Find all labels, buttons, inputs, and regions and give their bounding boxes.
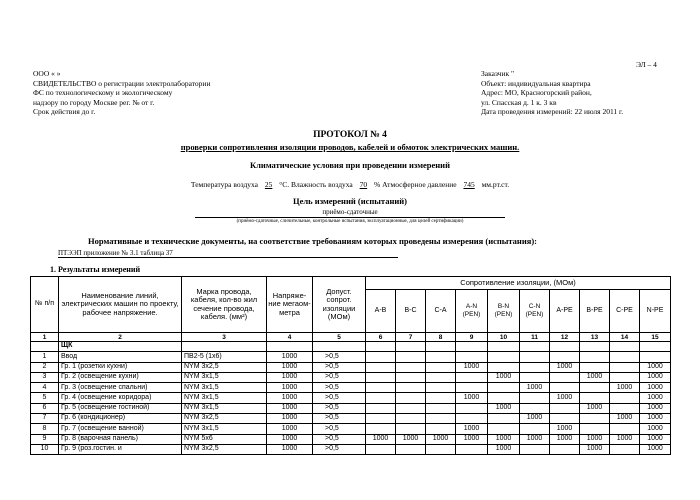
line-name: Гр. 9 (роз.гостин. и bbox=[59, 444, 182, 454]
resistance-value: 1000 bbox=[396, 434, 426, 444]
resistance-value bbox=[488, 393, 520, 403]
resistance-value bbox=[426, 393, 456, 403]
resistance-value bbox=[580, 352, 610, 362]
resistance-value: 1000 bbox=[366, 434, 396, 444]
resistance-value bbox=[488, 414, 520, 424]
resistance-value: 1000 bbox=[550, 424, 580, 434]
resistance-value bbox=[488, 383, 520, 393]
resistance-value bbox=[426, 424, 456, 434]
resistance-value bbox=[640, 352, 671, 362]
subheader-cell: В-РЕ bbox=[580, 290, 610, 333]
resistance-value: 1000 bbox=[426, 434, 456, 444]
header-cable-brand: Марка провода, кабеля, кол-во жил сечение провода, кабеля. (мм²) bbox=[182, 277, 267, 333]
pressure-label: Атмосферное давление bbox=[382, 180, 457, 189]
humidity-label: Влажность воздуха bbox=[291, 180, 353, 189]
resistance-value bbox=[396, 444, 426, 454]
resistance-value bbox=[550, 372, 580, 382]
line-name: Гр. 3 (освещение спальни) bbox=[59, 383, 182, 393]
resistance-value bbox=[366, 372, 396, 382]
lab-registration: надзору по городу Москве рег. № от г. bbox=[33, 97, 155, 107]
resistance-value: 1000 bbox=[640, 444, 671, 454]
resistance-value: 1000 bbox=[488, 434, 520, 444]
table-row bbox=[31, 372, 671, 382]
allowed-resistance: >0,5 bbox=[313, 444, 366, 454]
header-number: № п/п bbox=[31, 277, 59, 333]
resistance-value: 1000 bbox=[520, 383, 550, 393]
resistance-value bbox=[396, 424, 426, 434]
megohmmeter-voltage: 1000 bbox=[267, 393, 313, 403]
column-number: 14 bbox=[610, 333, 640, 342]
resistance-value: 1000 bbox=[640, 424, 671, 434]
street: ул. Спасская д. 1 к. 3 кв bbox=[481, 97, 557, 107]
resistance-value bbox=[550, 414, 580, 424]
cable-brand: NYM 3x1,5 bbox=[182, 403, 267, 413]
lab-info-block bbox=[33, 69, 210, 117]
resistance-value bbox=[488, 352, 520, 362]
resistance-value bbox=[426, 352, 456, 362]
header-line-name: Наименование линий, электрических машин по проекту, рабочее напряжение. bbox=[59, 277, 182, 333]
subheader-cell: С-РЕ bbox=[610, 290, 640, 333]
resistance-value bbox=[396, 372, 426, 382]
megohmmeter-voltage: 1000 bbox=[267, 403, 313, 413]
customer: Заказчик " bbox=[481, 69, 515, 78]
column-number: 12 bbox=[550, 333, 580, 342]
lab-certificate: СВИДЕТЕЛЬСТВО о регистрации электролаборатории bbox=[33, 78, 211, 88]
resistance-value bbox=[426, 414, 456, 424]
resistance-value bbox=[610, 393, 640, 403]
resistance-value: 1000 bbox=[488, 444, 520, 454]
norm-value: ПТЭЭП приложение № 3.1 таблица 37 bbox=[58, 249, 173, 257]
lab-company: ООО « » bbox=[33, 69, 61, 78]
allowed-resistance: >0,5 bbox=[313, 424, 366, 434]
resistance-value bbox=[550, 352, 580, 362]
resistance-value bbox=[396, 352, 426, 362]
humidity-unit: % bbox=[374, 180, 381, 189]
resistance-value: 1000 bbox=[640, 414, 671, 424]
subheader-cell: В-N (PEN) bbox=[488, 290, 520, 333]
resistance-value bbox=[488, 424, 520, 434]
table-row bbox=[31, 352, 671, 362]
temperature-label: Температура воздуха bbox=[190, 180, 258, 189]
table-row bbox=[31, 383, 671, 393]
resistance-value: 1000 bbox=[456, 362, 488, 372]
column-number: 6 bbox=[366, 333, 396, 342]
resistance-value bbox=[366, 393, 396, 403]
resistance-value bbox=[610, 444, 640, 454]
table-header-row bbox=[31, 277, 671, 290]
allowed-resistance: >0,5 bbox=[313, 393, 366, 403]
goal-underline bbox=[195, 217, 505, 218]
resistance-value bbox=[610, 424, 640, 434]
resistance-value bbox=[550, 383, 580, 393]
resistance-value bbox=[520, 424, 550, 434]
resistance-value bbox=[366, 444, 396, 454]
row-number: 8 bbox=[31, 424, 59, 434]
line-name: Гр. 2 (освещение кухни) bbox=[59, 372, 182, 382]
resistance-value bbox=[550, 444, 580, 454]
resistance-value bbox=[366, 362, 396, 372]
resistance-value bbox=[426, 383, 456, 393]
resistance-value bbox=[456, 444, 488, 454]
resistance-value: 1000 bbox=[520, 434, 550, 444]
column-number: 7 bbox=[396, 333, 426, 342]
resistance-value bbox=[580, 383, 610, 393]
row-number: 2 bbox=[31, 362, 59, 372]
resistance-value bbox=[396, 393, 426, 403]
resistance-value: 1000 bbox=[640, 434, 671, 444]
column-number: 13 bbox=[580, 333, 610, 342]
resistance-value: 1000 bbox=[550, 434, 580, 444]
megohmmeter-voltage: 1000 bbox=[267, 424, 313, 434]
resistance-value bbox=[426, 372, 456, 382]
line-name: Гр. 4 (освещение коридора) bbox=[59, 393, 182, 403]
section-title: 1. Результаты измерений bbox=[50, 265, 141, 274]
table-row bbox=[31, 393, 671, 403]
row-number: 7 bbox=[31, 414, 59, 424]
cable-brand: NYM 3x1,5 bbox=[182, 383, 267, 393]
cable-brand: NYM 3x1,5 bbox=[182, 424, 267, 434]
resistance-value bbox=[610, 352, 640, 362]
resistance-value: 1000 bbox=[580, 403, 610, 413]
pressure-value: 745 bbox=[463, 180, 475, 189]
allowed-resistance: >0,5 bbox=[313, 403, 366, 413]
object: Объект: индивидуальная квартира bbox=[481, 78, 591, 88]
subheader-cell: А-РЕ bbox=[550, 290, 580, 333]
column-number: 10 bbox=[488, 333, 520, 342]
resistance-value bbox=[520, 393, 550, 403]
cable-brand: ПВ2-5 (1х6) bbox=[182, 352, 267, 362]
resistance-value bbox=[396, 414, 426, 424]
row-number: 3 bbox=[31, 372, 59, 382]
resistance-value: 1000 bbox=[640, 393, 671, 403]
cable-brand: NYM 3x1,5 bbox=[182, 393, 267, 403]
resistance-value bbox=[426, 362, 456, 372]
line-name: Гр. 5 (освещение гостиной) bbox=[59, 403, 182, 413]
resistance-value bbox=[396, 362, 426, 372]
resistance-value: 1000 bbox=[610, 434, 640, 444]
header-megohmmeter-voltage: Напряже-ние мегаом-метра bbox=[267, 277, 313, 333]
temperature-unit: °С. bbox=[279, 180, 290, 189]
line-name: Гр. 6 (кондиционер) bbox=[59, 414, 182, 424]
subheader-cell: C-N (PEN) bbox=[520, 290, 550, 333]
resistance-value bbox=[580, 393, 610, 403]
address: Адрес: МО, Красногорский район, bbox=[481, 88, 592, 97]
subheader-cell: N-PE bbox=[640, 290, 671, 333]
protocol-subtitle: проверки сопротивления изоляции проводов, кабелей и обмоток электрических машин. bbox=[180, 142, 520, 152]
group-label: ЩК bbox=[59, 342, 182, 352]
row-number: 6 bbox=[31, 403, 59, 413]
subheader-cell: А-В bbox=[366, 290, 396, 333]
resistance-value bbox=[520, 444, 550, 454]
goal-hint: (приёмо-сдаточные, сличительные, контрольные испытания, эксплуатационные, для целей сертификации) bbox=[236, 219, 464, 224]
header-allowed-resistance: Допуст. сопрот. изоляции (МОм) bbox=[313, 277, 366, 333]
megohmmeter-voltage: 1000 bbox=[267, 362, 313, 372]
column-number: 8 bbox=[426, 333, 456, 342]
customer-info-block bbox=[481, 69, 623, 117]
resistance-value bbox=[366, 424, 396, 434]
resistance-value bbox=[366, 414, 396, 424]
resistance-value bbox=[456, 383, 488, 393]
resistance-value: 1000 bbox=[610, 414, 640, 424]
resistance-value: 1000 bbox=[488, 372, 520, 382]
line-name: Гр. 7 (освещение ванной) bbox=[59, 424, 182, 434]
allowed-resistance: >0,5 bbox=[313, 434, 366, 444]
column-number: 9 bbox=[456, 333, 488, 342]
resistance-value bbox=[366, 383, 396, 393]
allowed-resistance: >0,5 bbox=[313, 414, 366, 424]
row-number: 5 bbox=[31, 393, 59, 403]
resistance-value: 1000 bbox=[640, 362, 671, 372]
resistance-value bbox=[520, 362, 550, 372]
resistance-value bbox=[580, 414, 610, 424]
allowed-resistance: >0,5 bbox=[313, 362, 366, 372]
column-number: 4 bbox=[267, 333, 313, 342]
column-number-row bbox=[31, 333, 671, 342]
resistance-value: 1000 bbox=[456, 424, 488, 434]
resistance-value bbox=[426, 444, 456, 454]
table-row bbox=[31, 444, 671, 454]
temperature-value: 25 bbox=[264, 180, 273, 189]
resistance-value: 1000 bbox=[640, 403, 671, 413]
subheader-cell: А-N (PEN) bbox=[456, 290, 488, 333]
resistance-value bbox=[520, 372, 550, 382]
table-row bbox=[31, 434, 671, 444]
table-row bbox=[31, 403, 671, 413]
resistance-value: 1000 bbox=[550, 393, 580, 403]
resistance-value bbox=[550, 403, 580, 413]
megohmmeter-voltage: 1000 bbox=[267, 444, 313, 454]
cable-brand: NYM 3x1,5 bbox=[182, 372, 267, 382]
cable-brand: NYM 5x6 bbox=[182, 434, 267, 444]
protocol-title: ПРОТОКОЛ № 4 bbox=[313, 130, 387, 140]
allowed-resistance: >0,5 bbox=[313, 372, 366, 382]
row-number: 4 bbox=[31, 383, 59, 393]
cable-brand: NYM 3x2,5 bbox=[182, 414, 267, 424]
megohmmeter-voltage: 1000 bbox=[267, 434, 313, 444]
resistance-value bbox=[456, 352, 488, 362]
resistance-value: 1000 bbox=[640, 372, 671, 382]
resistance-value bbox=[456, 372, 488, 382]
climate-heading: Климатические условия при проведении измерений bbox=[250, 160, 450, 170]
resistance-value bbox=[580, 424, 610, 434]
line-name: Гр. 1 (розетки кухни) bbox=[59, 362, 182, 372]
resistance-value: 1000 bbox=[550, 362, 580, 372]
resistance-value bbox=[610, 362, 640, 372]
resistance-value bbox=[396, 383, 426, 393]
column-number: 15 bbox=[640, 333, 671, 342]
column-number: 2 bbox=[59, 333, 182, 342]
goal-value: приёмо-сдаточные bbox=[322, 208, 378, 216]
resistance-value: 1000 bbox=[580, 434, 610, 444]
norm-heading: Нормативные и технические документы, на соответствие требованиям которых проведены измерения (испытания): bbox=[88, 236, 537, 246]
goal-heading: Цель измерений (испытаний) bbox=[293, 196, 407, 206]
line-name: Ввод bbox=[59, 352, 182, 362]
resistance-value bbox=[520, 352, 550, 362]
table-row bbox=[31, 362, 671, 372]
resistance-value: 1000 bbox=[488, 403, 520, 413]
lab-authority: ФС по технологическому и экологическому bbox=[33, 88, 173, 97]
megohmmeter-voltage: 1000 bbox=[267, 414, 313, 424]
resistance-value bbox=[456, 414, 488, 424]
resistance-value: 1000 bbox=[580, 444, 610, 454]
norm-underline bbox=[58, 257, 398, 258]
resistance-value: 1000 bbox=[580, 372, 610, 382]
resistance-value bbox=[366, 352, 396, 362]
subheader-cell: С-А bbox=[426, 290, 456, 333]
climate-conditions bbox=[0, 180, 700, 189]
humidity-value: 70 bbox=[359, 180, 368, 189]
document-code: ЭЛ – 4 bbox=[636, 60, 657, 69]
cable-brand: NYM 3x2,5 bbox=[182, 444, 267, 454]
line-name: Гр. 8 (варочная панель) bbox=[59, 434, 182, 444]
lab-validity: Срок действия до г. bbox=[33, 107, 96, 116]
resistance-value bbox=[426, 403, 456, 413]
group-row bbox=[31, 342, 671, 352]
resistance-value: 1000 bbox=[640, 383, 671, 393]
resistance-value: 1000 bbox=[610, 383, 640, 393]
pressure-unit: мм.рт.ст. bbox=[481, 180, 510, 189]
subheader-cell: В-С bbox=[396, 290, 426, 333]
resistance-value bbox=[456, 403, 488, 413]
resistance-value: 1000 bbox=[520, 414, 550, 424]
megohmmeter-voltage: 1000 bbox=[267, 352, 313, 362]
megohmmeter-voltage: 1000 bbox=[267, 383, 313, 393]
measurement-date: Дата проведения измерений: 22 июля 2011 г. bbox=[481, 107, 624, 116]
resistance-value bbox=[610, 403, 640, 413]
megohmmeter-voltage: 1000 bbox=[267, 372, 313, 382]
resistance-value bbox=[580, 362, 610, 372]
row-number: 1 bbox=[31, 352, 59, 362]
resistance-value bbox=[610, 372, 640, 382]
results-table bbox=[30, 276, 671, 455]
resistance-value bbox=[520, 403, 550, 413]
column-number: 1 bbox=[31, 333, 59, 342]
resistance-value: 1000 bbox=[456, 393, 488, 403]
allowed-resistance: >0,5 bbox=[313, 352, 366, 362]
row-number: 10 bbox=[31, 444, 59, 454]
header-insulation-resistance: Сопротивление изоляции, (МОм) bbox=[366, 277, 671, 290]
resistance-value: 1000 bbox=[456, 434, 488, 444]
row-number: 9 bbox=[31, 434, 59, 444]
table-row bbox=[31, 414, 671, 424]
allowed-resistance: >0,5 bbox=[313, 383, 366, 393]
resistance-value bbox=[366, 403, 396, 413]
resistance-value bbox=[396, 403, 426, 413]
column-number: 5 bbox=[313, 333, 366, 342]
column-number: 3 bbox=[182, 333, 267, 342]
cable-brand: NYM 3x2,5 bbox=[182, 362, 267, 372]
table-row bbox=[31, 424, 671, 434]
column-number: 11 bbox=[520, 333, 550, 342]
resistance-value bbox=[488, 362, 520, 372]
